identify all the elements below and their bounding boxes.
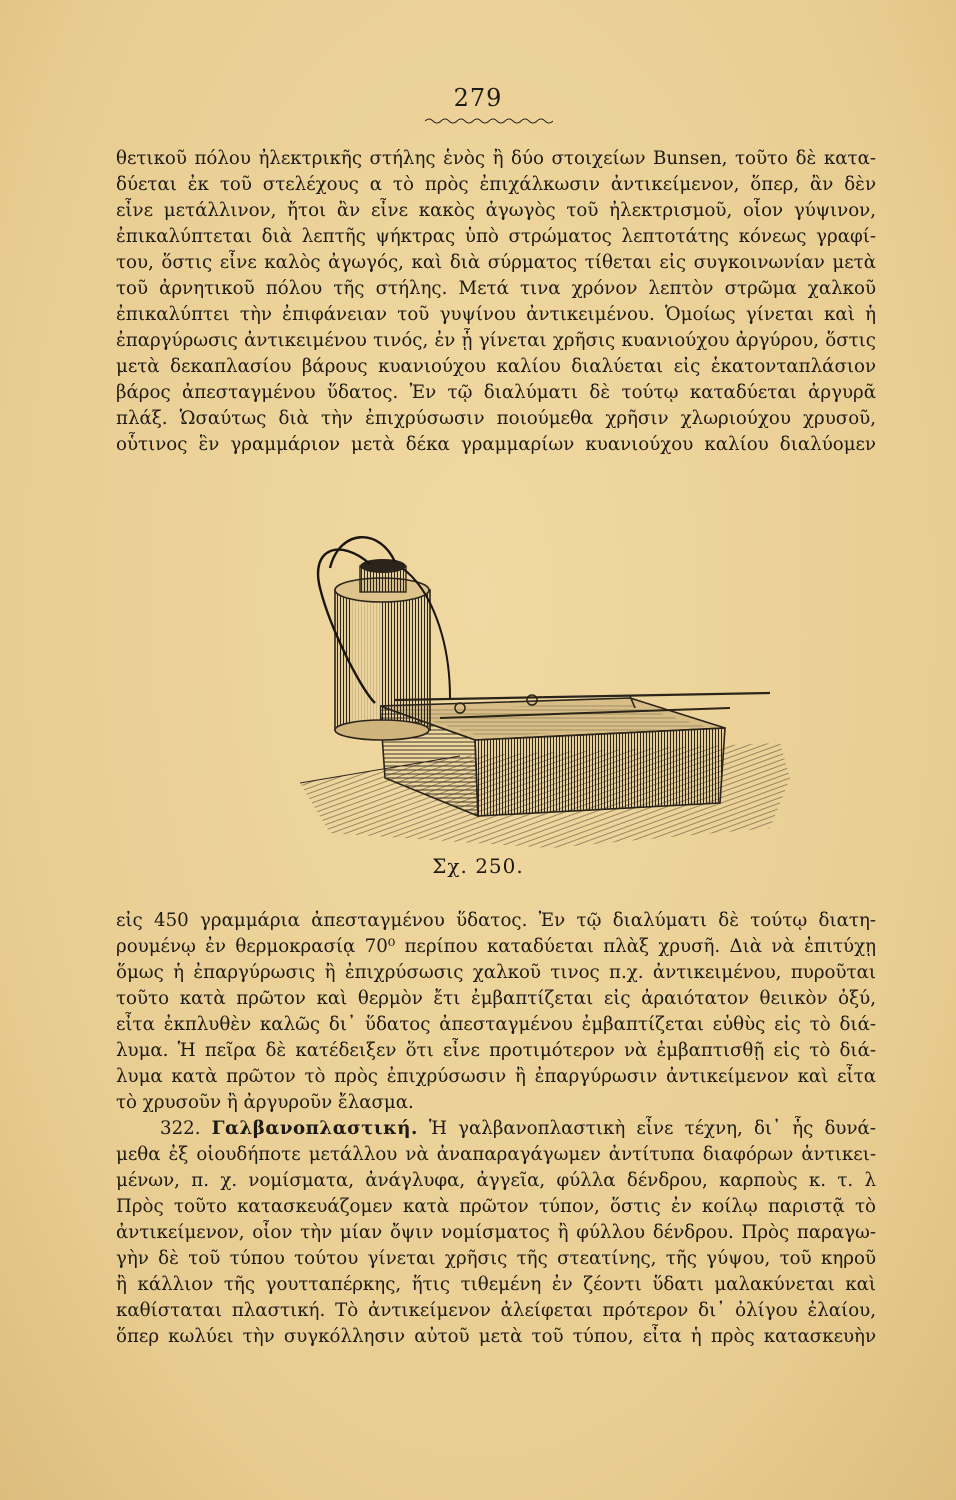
text-line: ρουμένῳ ἐν θερμοκρασίᾳ 70⁰ περίπου καταδύεται πλὰξ χρυσῆ. Διὰ νὰ ἐπιτύχῃ: [116, 936, 876, 957]
text-line: του, ὅστις εἶνε καλὸς ἀγωγός, καὶ διὰ σύρματος τίθεται εἰς συγκοινωνίαν μετὰ: [116, 252, 876, 273]
paragraph-2: [116, 908, 876, 1350]
text-line: ὅμως ἡ ἐπαργύρωσις ἢ ἐπιχρύσωσις χαλκοῦ τινος π.χ. ἀντικειμένου, πυροῦται: [116, 962, 876, 983]
text-line: ὅπερ κωλύει τὴν συγκόλλησιν αὐτοῦ μετὰ τοῦ τύπου, εἶτα ἡ πρὸς κατασκευὴν: [116, 1326, 876, 1347]
text-line: τοῦτο κατὰ πρῶτον καὶ θερμὸν ἔτι ἐμβαπτίζεται εἰς ἀραιότατον θειικὸν ὀξύ,: [116, 988, 876, 1009]
text-line: εἶνε μετάλλινον, ἤτοι ἂν εἶνε κακὸς ἀγωγὸς τοῦ ἠλεκτρισμοῦ, οἷον γύψινον,: [116, 200, 876, 221]
text-line: οὗτινος ἓν γραμμάριον μετὰ δέκα γραμμαρίων κυανιούχου καλίου διαλύομεν: [116, 434, 876, 455]
text-line: πλάξ. Ὡσαύτως διὰ τὴν ἐπιχρύσωσιν ποιούμεθα χρῆσιν χλωριούχου χρυσοῦ,: [116, 408, 876, 429]
text-line: ἀντικείμενον, οἷον τὴν μίαν ὄψιν νομίσματος ἢ φύλλου δένδρου. Πρὸς παραγω-: [116, 1222, 876, 1243]
text-line: βάρος ἀπεσταγμένου ὕδατος. Ἐν τῷ διαλύματι δὲ τούτῳ καταδύεται ἀργυρᾶ: [116, 382, 876, 403]
text-line: ἢ κάλλιον τῆς γουτταπέρκης, ἥτις τιθεμένη ἐν ζέοντι ὕδατι μαλακύνεται καὶ: [116, 1274, 876, 1295]
text-line: λυμα κατὰ πρῶτον τὸ πρὸς ἐπιχρύσωσιν ἢ ἐπαργύρωσιν ἀντικείμενον καὶ εἶτα: [116, 1066, 876, 1087]
text-line: δύεται ἐκ τοῦ στελέχους α τὸ πρὸς ἐπιχάλκωσιν ἀντικείμενον, ὅπερ, ἂν δὲν: [116, 174, 876, 195]
text-line: τὸ χρυσοῦν ἢ ἀργυροῦν ἔλασμα.: [116, 1092, 414, 1113]
text-line: Πρὸς τοῦτο κατασκευάζομεν κατὰ πρῶτον τύπον, ὅστις ἐν κοίλῳ παριστᾷ τὸ: [116, 1196, 876, 1217]
text-line: εἶτα ἐκπλυθὲν καλῶς δι᾽ ὕδατος ἀπεσταγμένου ἐμβαπτίζεται εὐθὺς εἰς τὸ διά-: [116, 1014, 876, 1035]
text-line: καθίσταται πλαστική. Τὸ ἀντικείμενον ἀλείφεται πρότερον δι᾽ ὀλίγου ἐλαίου,: [116, 1300, 876, 1321]
text-line: ἐπικαλύπτεται διὰ λεπτῆς ψήκτρας ὑπὸ στρώματος λεπτοτάτης κόνεως γραφί-: [116, 226, 876, 247]
text-line: μετὰ δεκαπλασίου βάρους κυανιούχου καλίου διαλύεται εἰς ἑκατονταπλάσιον: [116, 356, 876, 377]
page-number: 279: [453, 84, 503, 112]
paragraph-1: [116, 146, 876, 458]
section-number: 322.: [160, 1118, 201, 1139]
text-line: μένων, π. χ. νομίσματα, ἀνάγλυφα, ἀγγεῖα, φύλλα δένδρου, καρποὺς κ. τ. λ: [116, 1170, 876, 1191]
section-heading-line: [116, 1116, 876, 1142]
text-line: γὴν δὲ τοῦ τύπου τούτου γίνεται χρῆσις τῆς στεατίνης, τῆς γύψου, τοῦ κηροῦ: [116, 1248, 876, 1269]
figure-caption: Σχ. 250.: [432, 854, 524, 878]
section-title: Γαλβανοπλαστική.: [211, 1118, 418, 1139]
section-first-line-text: Ἡ γαλβανοπλαστικὴ εἶνε τέχνη, δι᾽ ἧς δυνά-: [428, 1118, 876, 1139]
text-line: ἐπαργύρωσις ἀντικειμένου τινός, ἐν ᾗ γίνεται χρῆσις κυανιούχου ἀργύρου, ὅστις: [116, 330, 876, 351]
text-line: μεθα ἐξ οἱουδήποτε μετάλλου νὰ ἀναπαραγάγωμεν ἀντίτυπα διαφόρων ἀντικει-: [116, 1144, 876, 1165]
text-line: τοῦ ἀρνητικοῦ πόλου τῆς στήλης. Μετά τινα χρόνον λεπτὸν στρῶμα χαλκοῦ: [116, 278, 876, 299]
text-line: θετικοῦ πόλου ἠλεκτρικῆς στήλης ἑνὸς ἢ δύο στοιχείων Bunsen, τοῦτο δὲ κατα-: [116, 148, 876, 169]
text-line: λυμα. Ἡ πεῖρα δὲ κατέδειξεν ὅτι εἶνε προτιμότερον νὰ ἐμβαπτισθῇ εἰς τὸ διά-: [116, 1040, 876, 1061]
figure-250-electroplating-apparatus: [300, 528, 790, 848]
text-line: εἰς 450 γραμμάρια ἀπεσταγμένου ὕδατος. Ἐν τῷ διαλύματι δὲ τούτῳ διατη-: [116, 910, 876, 931]
text-line: ἐπικαλύπτει τὴν ἐπιφάνειαν τοῦ γυψίνου ἀντικειμένου. Ὁμοίως γίνεται καὶ ἡ: [116, 304, 876, 325]
header-ornament-rule: [425, 117, 553, 125]
